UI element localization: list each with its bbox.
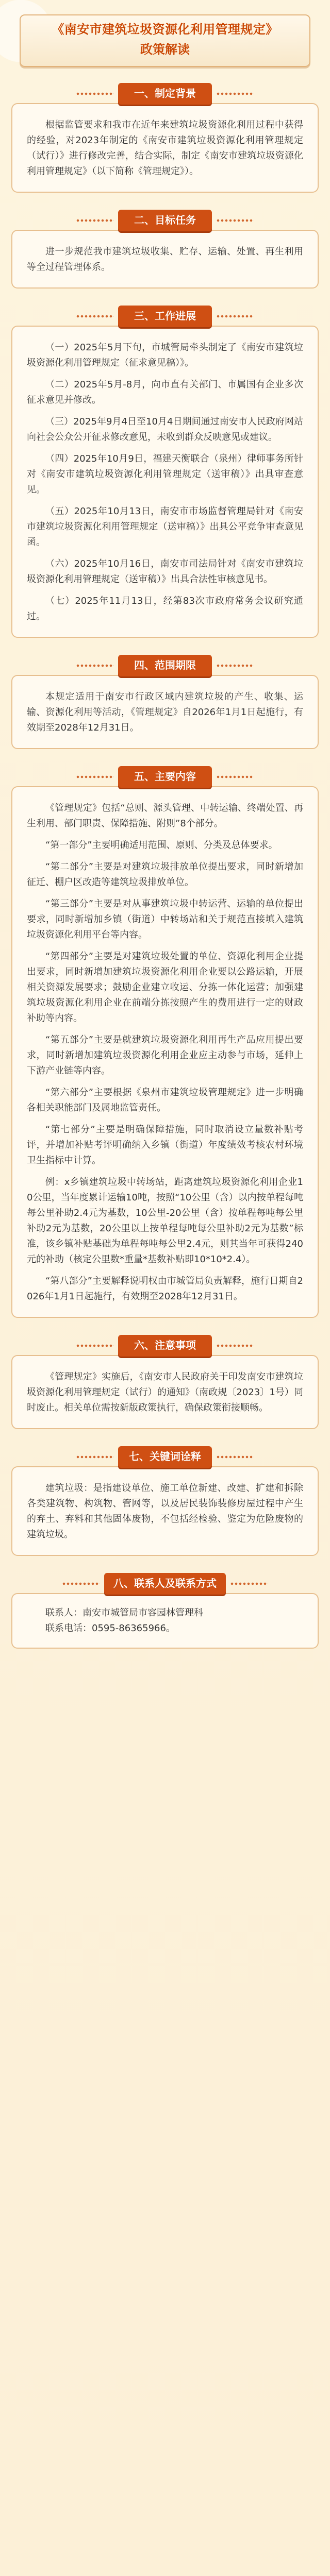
decorative-dots-right xyxy=(216,775,254,778)
bottom-spacer xyxy=(11,1663,319,1675)
section-contact xyxy=(11,1570,319,1649)
section-notes xyxy=(11,1332,319,1429)
content-item: 《管理规定》包括“总则、源头管理、中转运输、终端处置、再生利用、部门职责、保障措施、附则”8个部分。 xyxy=(27,803,303,829)
content-item: “第四部分”主要是对建筑垃圾处置的单位、资源化利用企业提出要求，同时新增加建筑垃圾资源化利用企业要以公路运输，开展相关资源发展要求；鼓励企业建立收运、分拣一体化运营；加强建筑垃圾资源化利用企业在前端分拣按照产生的费用进行一定的财政补助等内容。 xyxy=(27,951,303,1024)
section-keywords xyxy=(11,1444,319,1556)
section-paragraph: 《管理规定》实施后，《南安市人民政府关于印发南安市建筑垃圾资源化利用管理规定（试行）的通知》（南政规〔2023〕1号）同时废止。相关单位需按新版政策执行，确保政策衔接顺畅。 xyxy=(27,1371,303,1413)
progress-item: （五）2025年10月13日，南安市市场监督管理局针对《南安市建筑垃圾资源化利用管理规定（送审稿）》出具公平竞争审查意见函。 xyxy=(27,506,303,548)
section-title: 三、工作进展 xyxy=(118,306,212,327)
decorative-dots-left xyxy=(76,219,114,222)
decorative-dots-left xyxy=(76,1455,114,1459)
content-item: “第二部分”主要是对建筑垃圾排放单位提出要求，同时新增加征迁、棚户区改造等建筑垃圾排放单位。 xyxy=(27,861,303,888)
content-item: “第一部分”主要明确适用范围、原则、分类及总体要求。 xyxy=(45,840,278,851)
decorative-dots-right xyxy=(216,1455,254,1459)
section-header xyxy=(11,1332,319,1359)
content-item: “第六部分”主要根据《泉州市建筑垃圾管理规定》进一步明确各相关职能部门及属地监管责任。 xyxy=(27,1087,303,1113)
section-paragraph: 建筑垃圾：是指建设单位、施工单位新建、改建、扩建和拆除各类建筑物、构筑物、管网等，以及居民装饰装修房屋过程中产生的弃土、弃料和其他固体废物，不包括经检验、鉴定为危险废物的建筑垃圾。 xyxy=(27,1483,303,1540)
page-title: 《南安市建筑垃圾资源化利用管理规定》 xyxy=(52,23,278,37)
section-content-box xyxy=(11,103,319,193)
section-header xyxy=(11,1570,319,1597)
content-item: “第三部分”主要是对从事建筑垃圾中转运营、运输的单位提出要求，同时新增加乡镇（街道）中转场站和关于规范直接填入建筑垃圾资源化利用平台等内容。 xyxy=(27,899,303,940)
progress-item: （三）2025年9月4日至10月4日期间通过南安市人民政府网站向社会公众公开征求修改意见，未收到群众反映意见或建议。 xyxy=(27,416,303,443)
decorative-dots-right xyxy=(216,315,254,318)
section-content-box xyxy=(11,1593,319,1649)
decorative-dots-left xyxy=(76,92,114,95)
section-header xyxy=(11,1444,319,1470)
section-header xyxy=(11,652,319,679)
progress-item: （六）2025年10月16日，南安市司法局针对《南安市建筑垃圾资源化利用管理规定（送审稿）》出具合法性审核意见书。 xyxy=(27,558,303,585)
section-goals xyxy=(11,207,319,289)
title-banner xyxy=(20,14,310,67)
section-header xyxy=(11,303,319,330)
section-content-box xyxy=(11,230,319,289)
page-subtitle: 政策解读 xyxy=(140,43,190,57)
decorative-dots-right xyxy=(216,664,254,667)
decorative-dots-right xyxy=(216,92,254,95)
decorative-dots-right xyxy=(230,1582,268,1585)
section-scope xyxy=(11,652,319,749)
section-progress xyxy=(11,303,319,638)
section-title: 一、制定背景 xyxy=(118,83,212,105)
section-paragraph: 根据监管要求和我市在近年来建筑垃圾资源化利用过程中获得的经验，对2023年制定的《南安市建筑垃圾资源化利用管理规定（试行）》进行修改完善，结合实际，制定《南安市建筑垃圾资源化利用管理规定》（以下简称《管理规定》）。 xyxy=(27,120,303,177)
decorative-dots-left xyxy=(62,1582,100,1585)
decorative-dots-right xyxy=(216,1344,254,1347)
progress-item: （一）2025年5月下旬，市城管局牵头制定了《南安市建筑垃圾资源化利用管理规定（征求意见稿）》。 xyxy=(27,342,303,368)
section-title: 四、范围期限 xyxy=(118,655,212,676)
section-paragraph: 进一步规范我市建筑垃圾收集、贮存、运输、处置、再生利用等全过程管理体系。 xyxy=(27,246,303,273)
section-main-content xyxy=(11,764,319,1318)
section-title: 六、注意事项 xyxy=(118,1335,212,1357)
section-header xyxy=(11,764,319,790)
section-content-box xyxy=(11,326,319,638)
section-paragraph: 本规定适用于南安市行政区域内建筑垃圾的产生、收集、运输、资源化利用等活动，《管理规定》自2026年1月1日起施行，有效期至2028年12月31日。 xyxy=(27,691,303,733)
section-content-box xyxy=(11,786,319,1318)
content-item: 例：x乡镇建筑垃圾中转场站，距离建筑垃圾资源化利用企业10公里，当年度累计运输10吨，按照“10公里（含）以内按单程每吨每公里补助2.4元为基数，10公里-20公里（含）按单程每吨每公里补助2元为基数，20公里以上按单程每吨每公里补助2元为基数”标准，该乡镇补贴基础为单程每吨每公里2.4元，则其当年可获得240元的补助（核定公里数*重量*基数补贴即10*10*2.4）。 xyxy=(27,1177,303,1265)
section-header xyxy=(11,80,319,107)
progress-item: （四）2025年10月9日，福建天衡联合（泉州）律师事务所针对《南安市建筑垃圾资源化利用管理规定（送审稿）》出具审查意见。 xyxy=(27,453,303,495)
decorative-dots-left xyxy=(76,315,114,318)
section-title: 七、关键词诠释 xyxy=(118,1446,212,1468)
content-item: “第八部分”主要解释说明权由市城管局负责解释，施行日期自2026年1月1日起施行，有效期至2028年12月31日。 xyxy=(27,1276,303,1302)
content-item: “第七部分”主要是明确保障措施，同时取消设立量数补贴考评，并增加补贴考评明确纳入乡镇（街道）年度绩效考核农村环境卫生指标中计算。 xyxy=(27,1124,303,1166)
section-title: 八、联系人及联系方式 xyxy=(104,1573,226,1595)
contact-phone: 联系电话：0595-86365966。 xyxy=(45,1623,175,1634)
section-title: 五、主要内容 xyxy=(118,766,212,788)
section-header xyxy=(11,207,319,234)
progress-item: （二）2025年5月-8月，向市直有关部门、市属国有企业多次征求意见并修改。 xyxy=(27,379,303,405)
progress-item: （七）2025年11月13日，经第83次市政府常务会议研究通过。 xyxy=(27,596,303,622)
section-content-box xyxy=(11,1355,319,1429)
section-background xyxy=(11,80,319,193)
section-title: 二、目标任务 xyxy=(118,210,212,231)
section-content-box xyxy=(11,1466,319,1556)
decorative-dots-left xyxy=(76,664,114,667)
decorative-dots-left xyxy=(76,1344,114,1347)
decorative-dots-left xyxy=(76,775,114,778)
decorative-dots-right xyxy=(216,219,254,222)
contact-person: 联系人：南安市城管局市容园林管理科 xyxy=(45,1607,203,1618)
content-item: “第五部分”主要是就建筑垃圾资源化利用再生产品应用提出要求，同时新增加建筑垃圾资源化利用企业应主动参与市场，延伸上下游产业链等内容。 xyxy=(27,1035,303,1076)
section-content-box xyxy=(11,675,319,749)
